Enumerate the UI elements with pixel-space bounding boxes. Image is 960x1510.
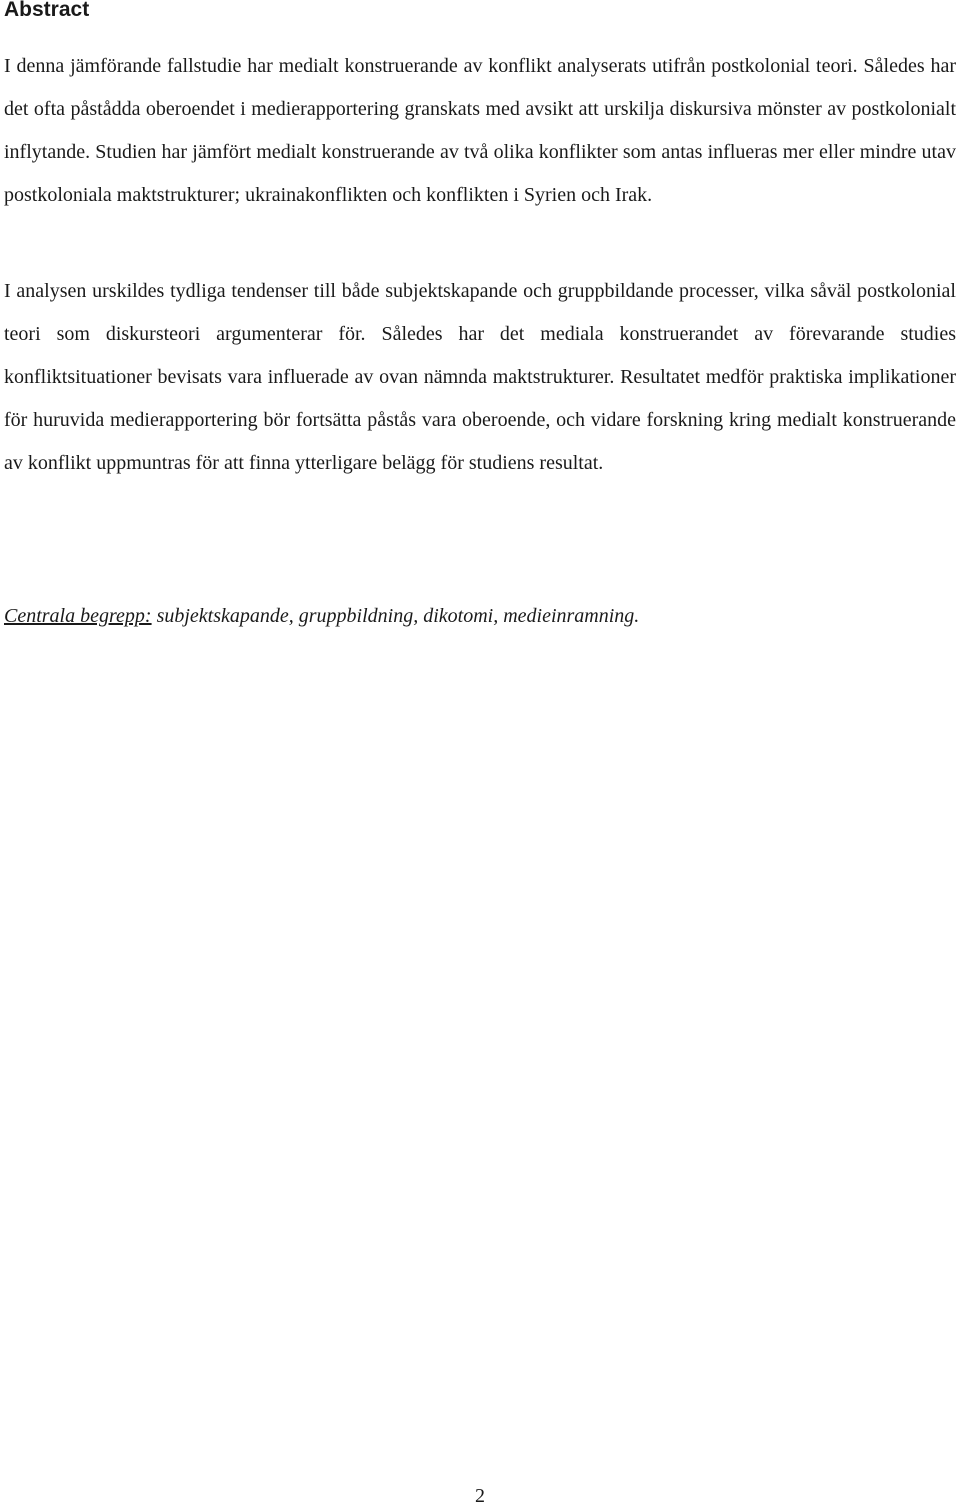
- keywords-label: Centrala begrepp:: [4, 605, 152, 627]
- abstract-paragraph-2: I analysen urskildes tydliga tendenser till både subjektskapande och gruppbildande processer, vilka såväl postkolonial teori som diskursteori argumenterar för. Således har det mediala konstruerandet av förevarande studies konfliktsituationer bevisats vara influerade av ovan nämnda maktstrukturer. Resultatet medför praktiska implikationer för huruvida medierapportering bör fortsätta påstås vara oberoende, och vidare forskning kring medialt konstruerande av konflikt uppmuntras för att finna ytterligare belägg för studiens resultat.: [4, 280, 956, 474]
- page-number: 2: [475, 1485, 485, 1507]
- keywords-text: subjektskapande, gruppbildning, dikotomi, medieinramning.: [151, 605, 640, 627]
- abstract-paragraph-1: I denna jämförande fallstudie har medialt konstruerande av konflikt analyserats utifrån postkolonial teori. Således har det ofta påstådda oberoendet i medierapportering granskats med avsikt att urskilja diskursiva mönster av postkolonialt inflytande. Studien har jämfört medialt konstruerande av två olika konflikter som antas influeras mer eller mindre utav postkoloniala maktstrukturer; ukrainakonflikten och konflikten i Syrien och Irak.: [4, 55, 956, 206]
- keywords-line: [4, 595, 639, 638]
- abstract-heading: Abstract: [4, 0, 90, 21]
